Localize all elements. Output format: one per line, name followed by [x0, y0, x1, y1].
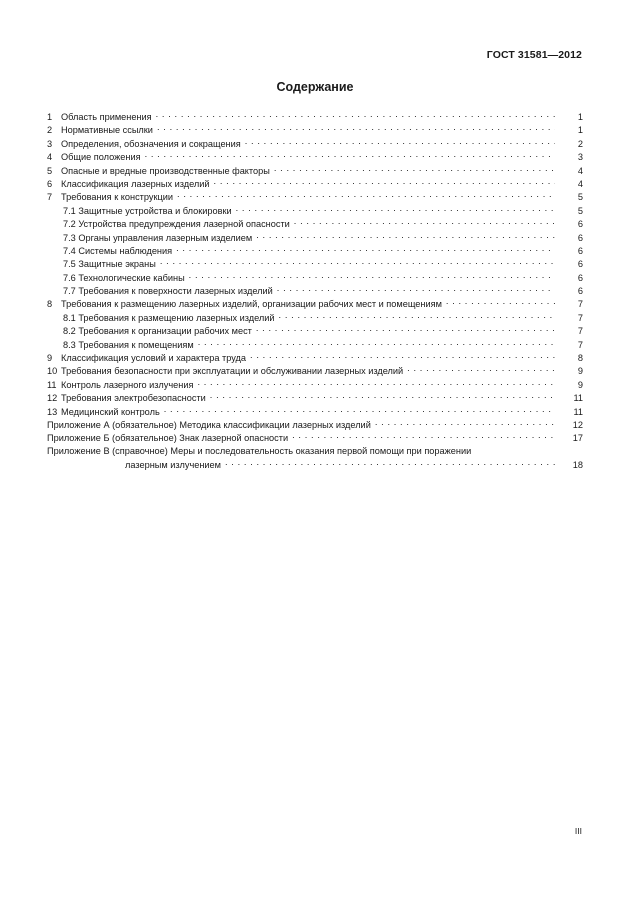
dot-leader: [375, 418, 555, 428]
dot-leader: [279, 311, 555, 321]
toc-entry[interactable]: [47, 297, 583, 310]
document-code: ГОСТ 31581—2012: [486, 49, 582, 61]
dot-leader: [197, 378, 555, 388]
toc-entry-title: Требования к конструкции: [61, 192, 174, 203]
toc-entry-page: 1: [577, 112, 583, 122]
toc-entry-number: 6: [47, 178, 53, 189]
toc-entry-page: 5: [577, 192, 583, 203]
toc-entry-title: Медицинский контроль: [61, 406, 160, 417]
dot-leader: [274, 164, 555, 174]
toc-entry-page: 11: [573, 406, 583, 417]
toc-entry[interactable]: [47, 391, 583, 404]
toc-entry-page: 6: [577, 232, 583, 243]
toc-entry-title: Контроль лазерного излучения: [61, 379, 194, 390]
toc-entry[interactable]: [47, 324, 583, 337]
toc-entry-page: 3: [577, 152, 583, 163]
dot-leader: [189, 271, 555, 281]
toc-entry[interactable]: [47, 231, 583, 244]
toc-entry-page: 7: [577, 312, 583, 323]
toc-entry[interactable]: [47, 311, 583, 324]
toc-entry[interactable]: [47, 164, 583, 177]
dot-leader: [236, 204, 555, 214]
toc-entry[interactable]: [47, 445, 583, 472]
dot-leader: [407, 364, 555, 374]
toc-entry-number: 4: [47, 152, 53, 163]
toc-entry[interactable]: [47, 405, 583, 418]
toc-entry-page: 6: [577, 219, 583, 230]
toc-entry-title: 7.6 Технологические кабины: [63, 272, 185, 283]
dot-leader: [214, 177, 555, 187]
toc-entry[interactable]: [47, 378, 583, 391]
toc-entry[interactable]: [47, 110, 583, 123]
toc-entry[interactable]: [47, 177, 583, 190]
toc-entry-title: Классификация условий и характера труда: [61, 353, 247, 364]
toc-entry-title: 8.3 Требования к помещениям: [63, 339, 194, 350]
toc-entry[interactable]: [47, 150, 583, 163]
toc-entry-title: Требования безопасности при эксплуатации и обслуживании лазерных изделий: [61, 366, 404, 377]
toc-entry-page: 6: [577, 259, 583, 270]
table-of-contents: [47, 110, 583, 472]
toc-entry-title: Приложение А (обязательное) Методика классификации лазерных изделий: [47, 419, 371, 430]
toc-entry-number: 13: [47, 406, 58, 417]
toc-entry-title: Классификация лазерных изделий: [61, 178, 210, 189]
dot-leader: [294, 217, 555, 227]
toc-entry-title: 7.4 Системы наблюдения: [63, 245, 173, 256]
toc-entry-number: 2: [47, 125, 53, 136]
toc-entry-title: Опасные и вредные производственные факторы: [61, 165, 270, 176]
toc-entry[interactable]: [47, 217, 583, 230]
toc-entry-number: 11: [47, 379, 57, 390]
toc-entry-title: 7.5 Защитные экраны: [63, 259, 156, 270]
toc-entry-number: 5: [47, 165, 53, 176]
toc-entry-page: 6: [577, 286, 583, 297]
toc-entry-number: 10: [47, 366, 58, 377]
toc-entry-page: 4: [577, 165, 583, 176]
toc-entry-page: 9: [577, 379, 583, 390]
toc-entry-number: 7: [47, 192, 53, 203]
toc-entry-title: Требования электробезопасности: [61, 393, 206, 404]
toc-entry[interactable]: [47, 364, 583, 377]
toc-entry-page: 5: [577, 205, 583, 216]
toc-entry-title: Общие положения: [61, 152, 141, 163]
toc-entry-title: Определения, обозначения и сокращения: [61, 138, 241, 149]
toc-entry-page: 4: [577, 178, 583, 189]
toc-entry[interactable]: [47, 244, 583, 257]
toc-entry-number: 12: [47, 393, 58, 404]
dot-leader: [256, 231, 555, 241]
dot-leader: [177, 190, 555, 200]
toc-entry[interactable]: [47, 338, 583, 351]
toc-entry-page: 7: [577, 326, 583, 337]
toc-entry-title: 7.1 Защитные устройства и блокировки: [63, 205, 232, 216]
toc-entry-title: 8.1 Требования к размещению лазерных изделий: [63, 312, 275, 323]
toc-entry-page: 8: [577, 353, 583, 364]
toc-entry-page: 7: [577, 339, 583, 350]
toc-entry-page: 12: [572, 419, 583, 430]
dot-leader: [225, 458, 555, 468]
dot-leader: [198, 338, 555, 348]
toc-entry-number: 9: [47, 353, 53, 364]
toc-entry-page: 9: [577, 366, 583, 377]
toc-entry[interactable]: [47, 284, 583, 297]
dot-leader: [156, 110, 555, 120]
dot-leader: [292, 431, 555, 441]
toc-entry-page: 7: [577, 299, 583, 310]
dot-leader: [250, 351, 555, 361]
toc-entry-page: 18: [572, 460, 583, 471]
toc-entry-number: 8: [47, 299, 53, 310]
toc-title: Содержание: [276, 80, 354, 94]
toc-entry-title: 7.7 Требования к поверхности лазерных изделий: [63, 286, 273, 297]
toc-entry-page: 11: [573, 393, 583, 404]
dot-leader: [160, 257, 555, 267]
toc-entry-page: 2: [577, 138, 583, 149]
dot-leader: [176, 244, 555, 254]
toc-entry-title: Приложение Б (обязательное) Знак лазерной опасности: [47, 433, 289, 444]
toc-entry[interactable]: [47, 351, 583, 364]
toc-entry-title: Нормативные ссылки: [61, 125, 153, 136]
toc-entry-title-continuation: лазерным излучением: [125, 460, 221, 471]
toc-entry-title: Приложение В (справочное) Меры и последовательность оказания первой помощи при поражении: [47, 445, 472, 456]
toc-entry[interactable]: [47, 190, 583, 203]
toc-entry-number: 1: [47, 112, 53, 122]
toc-entry-title: 8.2 Требования к организации рабочих мест: [63, 326, 252, 337]
toc-entry-page: 1: [577, 125, 583, 136]
toc-entry[interactable]: [47, 271, 583, 284]
dot-leader: [210, 391, 555, 401]
dot-leader: [164, 405, 555, 415]
toc-entry-page: 6: [577, 272, 583, 283]
toc-entry[interactable]: [47, 123, 583, 136]
toc-entry-title: 7.3 Органы управления лазерным изделием: [63, 232, 253, 243]
toc-entry-page: 6: [577, 245, 583, 256]
toc-entry-number: 3: [47, 138, 53, 149]
toc-entry[interactable]: [47, 204, 583, 217]
toc-entry[interactable]: [47, 137, 583, 150]
dot-leader: [145, 150, 555, 160]
page-folio: III: [574, 826, 582, 836]
dot-leader: [245, 137, 555, 147]
dot-leader: [256, 324, 555, 334]
dot-leader: [446, 297, 555, 307]
toc-entry-title: Область применения: [61, 112, 152, 122]
toc-entry-title: Требования к размещению лазерных изделий, организации рабочих мест и помещениям: [61, 299, 442, 310]
dot-leader: [277, 284, 555, 294]
toc-entry-title: 7.2 Устройства предупреждения лазерной опасности: [63, 219, 290, 230]
toc-entry[interactable]: [47, 418, 583, 431]
toc-entry[interactable]: [47, 257, 583, 270]
dot-leader: [157, 123, 555, 133]
toc-entry-page: 17: [572, 433, 583, 444]
toc-entry[interactable]: [47, 431, 583, 444]
